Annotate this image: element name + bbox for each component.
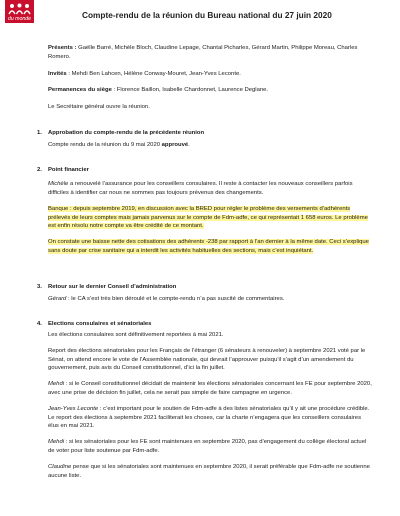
- section-4-paragraph-2: Report des élections sénatoriales pour les Français de l’étranger (6 sénateurs à renouveler) à septembre 2021 voté par le Sénat, on attend encore le vote de l’Assemblée nationale, qui devrait l’approuver puisqu’il s’agit d’un amendement du gouvernement, puis avis du Conseil constitutionnel, d’ici la fin juillet.: [48, 348, 366, 371]
- section-2-number: 2.: [37, 167, 42, 173]
- permanents-list: : Florence Baillon, Isabelle Chardonnet, Laurence Deglane.: [113, 87, 269, 93]
- section-3-paragraph: [48, 295, 373, 304]
- speaker-name: Michèle: [48, 181, 69, 187]
- invites-paragraph: [48, 70, 373, 79]
- presents-list: Gaëlle Barré, Michèle Bloch, Claudine Lepage, Chantal Picharles, Gérard Martin, Philippe Moreau, Charles Romero.: [48, 45, 358, 60]
- invites-label: Invités: [48, 71, 67, 77]
- page-title: Compte-rendu de la réunion du Bureau national du 27 juin 2020: [82, 10, 332, 20]
- section-4-text-3: : si le Conseil constitutionnel décidait de maintenir les élections sénatoriales concernant les FE pour septembre 2020, avec une prise de décision fin juillet, cela ne serait pas simple de faire campagne en urgence.: [48, 381, 372, 396]
- section-4-title: Elections consulaires et sénatoriales: [48, 321, 152, 327]
- section-2-text-2: Banque : depuis septembre 2019, en discussion avec la BRED pour régler le problème des versements d’adhérents prélevés de leurs comptes mais jamais parvenus sur le compte de Fdm-adfe, ce qui représentait 1 658 euros. Le problème est enfin résolu notre compte va être crédité de ce montant.: [48, 206, 368, 229]
- speaker-name: Claudine: [48, 464, 72, 470]
- presents-paragraph: [48, 44, 373, 61]
- section-3-text: : le CA s’est très bien déroulé et le compte-rendu n’a pas suscité de commentaires.: [66, 296, 285, 302]
- section-4-number: 4.: [37, 321, 42, 327]
- section-2-text-3: On constate une baisse nette des cotisations des adhérents -238 par rapport à l’an dernier à la même date. Ceci s’explique sans doute par crise sanitaire qui a interdit les activités habituelles des sections, mais c’est inquiétant.: [48, 239, 369, 254]
- section-4-paragraph-3: [48, 380, 373, 397]
- permanents-paragraph: [48, 86, 373, 95]
- section-1-title: Approbation du compte-rendu de la précédente réunion: [48, 130, 205, 136]
- section-4-paragraph-6: [48, 463, 373, 480]
- presents-label: Présents :: [48, 45, 77, 51]
- logo-figures-icon: [8, 3, 31, 15]
- section-3-title: Retour sur le dernier Conseil d’administration: [48, 284, 177, 290]
- section-2-paragraph-1: [48, 180, 373, 197]
- section-2-title: Point financier: [48, 167, 89, 173]
- section-2-paragraph-2: [48, 205, 373, 231]
- speaker-name: Mehdi: [48, 439, 65, 445]
- section-4-paragraph-1: Les élections consulaires sont définitivement reportées à mai 2021.: [48, 332, 224, 338]
- opening-statement: Le Secrétaire général ouvre la réunion.: [48, 104, 150, 110]
- section-4-text-6: pense que si les sénatoriales sont maintenues en septembre 2020, il serait préférable que Fdm-adfe ne soutienne aucune liste.: [48, 464, 370, 479]
- section-2-text-1: a renouvelé l’assurance pour les conseillers consulaires. Il reste à contacter les nouveaux conseillers parfois difficiles à identifier car nous ne sommes pas toujours prévenus des changements.: [48, 181, 353, 196]
- section-1-text-end: .: [188, 142, 190, 148]
- section-2-paragraph-3: [48, 238, 373, 255]
- section-4-text-5: : si les sénatoriales pour les FE sont maintenues en septembre 2020, pas d’engagement du collège électoral actuel de voter pour liste soutenue par Fdm-adfe.: [48, 439, 367, 454]
- section-4-paragraph-5: [48, 438, 373, 455]
- speaker-name: Gérard: [48, 296, 67, 302]
- section-1-bold: approuvé: [161, 142, 189, 148]
- section-3-number: 3.: [37, 284, 42, 290]
- logo-text: du monde: [7, 16, 32, 22]
- section-1-paragraph: [48, 141, 373, 150]
- section-1-number: 1.: [37, 130, 42, 136]
- speaker-name: Jean-Yves Leconte: [48, 406, 99, 412]
- speaker-name: Mehdi: [48, 381, 65, 387]
- organization-logo: [5, 0, 34, 23]
- section-4-paragraph-4: [48, 405, 373, 431]
- permanents-label: Permanences du siège: [48, 87, 112, 93]
- invites-list: : Mehdi Ben Lahcen, Hélène Conway-Mouret, Jean-Yves Leconte.: [68, 71, 241, 77]
- section-1-text: Compte rendu de la réunion du 9 mai 2020: [48, 142, 162, 148]
- section-4-text-4: : c’est important pour le soutien de Fdm-adfe à des listes sénatoriales qu’il y ait une procédure crédible. Le report des élections à septembre 2021 faciliterait les choses, car la charte n’engagera que les conseillers consulaires élus en mai 2021.: [48, 406, 370, 429]
